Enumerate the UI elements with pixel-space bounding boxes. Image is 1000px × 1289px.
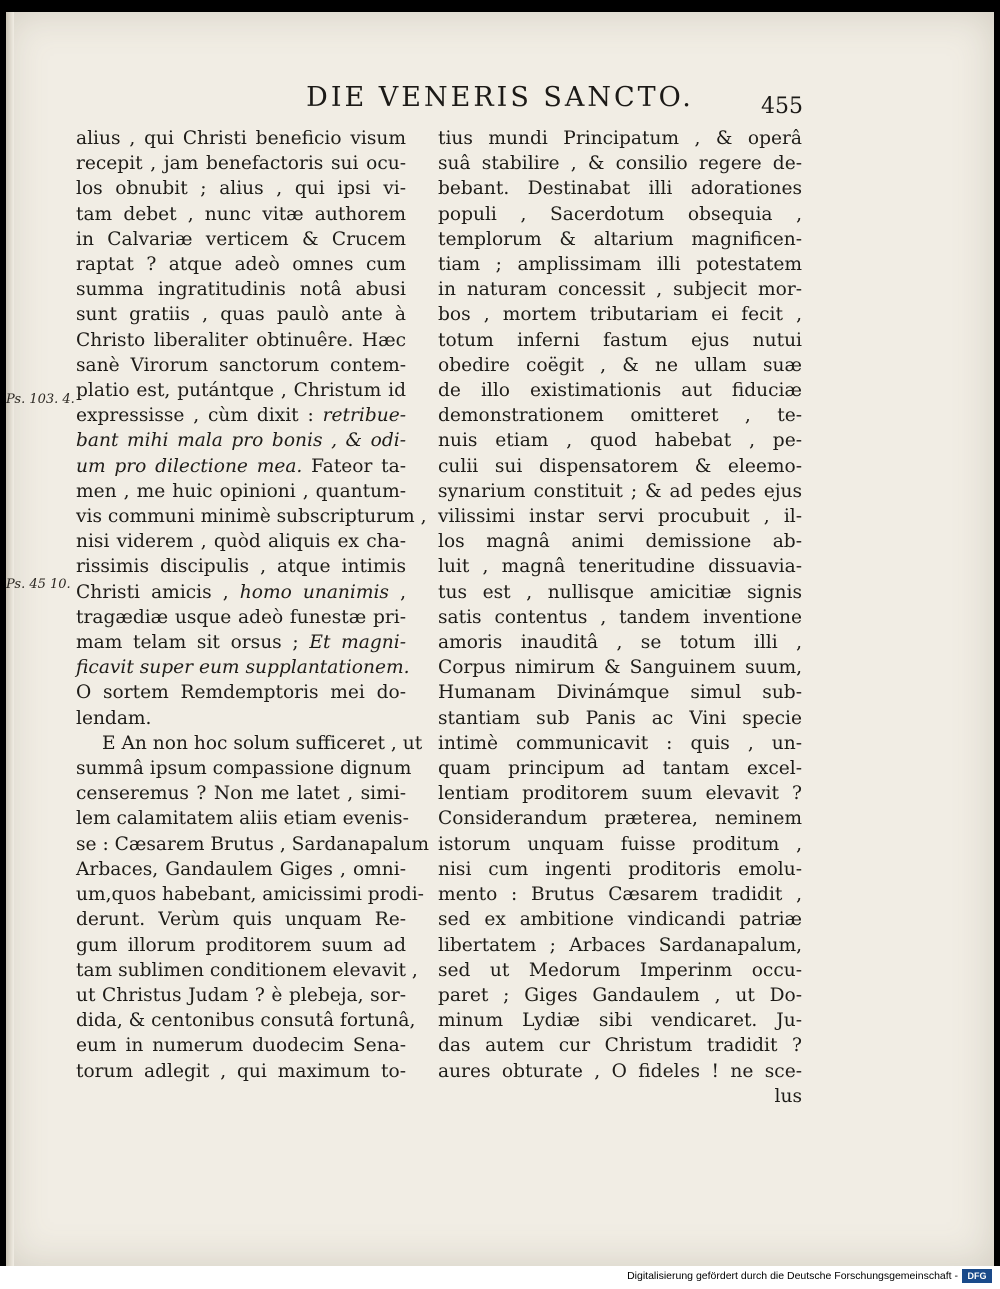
text-run: derunt. Verùm quis unquam Re- xyxy=(76,909,406,931)
text-run: alius , qui Christi beneficio visum xyxy=(76,128,406,149)
page-gutter-shadow xyxy=(6,12,14,1266)
text-run: censeremus ? Non me latet , simi- xyxy=(76,783,406,805)
text-line xyxy=(438,227,802,252)
text-run: tam sublimen conditionem elevavit , xyxy=(76,959,418,981)
footer-credit: Digitalisierung gefördert durch die Deutsche Forschungsgemeinschaft - xyxy=(627,1270,958,1282)
text-run: summa ingratitudinis notâ abusi xyxy=(76,279,406,301)
text-run: demonstrationem omitteret , te- xyxy=(438,405,802,427)
text-line xyxy=(438,857,802,882)
text-run: nisi cum ingenti proditoris emolu- xyxy=(438,858,802,880)
text-run: lus xyxy=(774,1085,802,1107)
text-run: summâ ipsum compassione dignum xyxy=(76,758,412,780)
text-run: Christo liberaliter obtinuêre. Hæc xyxy=(76,329,406,351)
text-line xyxy=(76,630,406,655)
text-line xyxy=(76,277,406,302)
text-line xyxy=(438,580,802,605)
italic-quote: um pro dilectione mea. xyxy=(76,455,303,477)
text-line xyxy=(438,756,802,781)
text-line xyxy=(76,605,406,630)
margin-note: Ps. 45 10. xyxy=(6,577,71,592)
text-run: Christi amicis , xyxy=(76,581,240,603)
text-run: intimè communicavit : quis , un- xyxy=(438,732,802,754)
text-line xyxy=(438,655,802,680)
italic-quote: bant mihi mala pro bonis , & odi- xyxy=(76,430,406,452)
text-run: amoris inauditâ , se totum illi , xyxy=(438,632,802,654)
running-head: DIE VENERIS SANCTO. xyxy=(306,82,694,113)
text-run: rissimis discipulis , atque intimis xyxy=(76,556,406,578)
text-line xyxy=(76,680,406,705)
text-run: minum Lydiæ sibi vendicaret. Ju- xyxy=(438,1010,802,1032)
text-line xyxy=(438,1084,802,1109)
text-line xyxy=(76,983,406,1008)
text-line xyxy=(438,454,802,479)
text-run: quam principum ad tantam excel- xyxy=(438,758,802,780)
text-line xyxy=(438,630,802,655)
text-line xyxy=(438,907,802,932)
text-line xyxy=(438,328,802,353)
text-run: dida, & centonibus consutâ fortunâ, xyxy=(76,1010,416,1032)
margin-note: Ps. 103. 4. xyxy=(6,392,75,407)
text-line xyxy=(76,454,406,479)
text-line xyxy=(76,1059,406,1084)
text-run: los magnâ animi demissione ab- xyxy=(438,531,802,553)
text-run: tam debet , nunc vitæ authorem xyxy=(76,203,406,225)
text-run: nisi viderem , quòd aliquis ex cha- xyxy=(76,531,406,553)
italic-quote: ficavit super eum supplantationem. xyxy=(76,657,410,679)
text-line xyxy=(76,529,406,554)
text-run: sunt gratiis , quas paulò ante à xyxy=(76,304,406,326)
text-line xyxy=(76,857,406,882)
text-run: expressisse , cùm dixit : xyxy=(76,405,323,427)
italic-quote: Et magni- xyxy=(309,632,406,654)
text-line xyxy=(438,806,802,831)
text-line xyxy=(438,403,802,428)
text-line xyxy=(438,983,802,1008)
text-run: recepit , jam benefactoris sui ocu- xyxy=(76,153,406,175)
dfg-logo-icon: DFG xyxy=(962,1269,992,1283)
text-line xyxy=(76,328,406,353)
text-run: O sortem Remdemptoris mei do- xyxy=(76,682,406,704)
text-line xyxy=(438,151,802,176)
text-line xyxy=(76,252,406,277)
text-line xyxy=(76,378,406,403)
text-run: lem calamitatem aliis etiam evenis- xyxy=(76,808,409,830)
text-run: tius mundi Principatum , & operâ xyxy=(438,128,802,149)
text-line xyxy=(438,1008,802,1033)
text-line xyxy=(76,806,409,831)
text-line xyxy=(438,680,802,705)
book-page xyxy=(6,12,994,1266)
text-line xyxy=(438,706,802,731)
text-run: gum illorum proditorem suum ad xyxy=(76,934,406,956)
text-run: libertatem ; Arbaces Sardanapalum, xyxy=(438,934,802,956)
text-run: suâ stabilire , & consilio regere de- xyxy=(438,153,802,175)
right-text-column xyxy=(438,126,802,1109)
text-line xyxy=(76,731,423,756)
text-line xyxy=(438,277,802,302)
italic-quote: homo unanimis xyxy=(239,581,389,603)
text-line xyxy=(438,378,802,403)
text-run: tiam ; amplissimam illi potestatem xyxy=(438,254,802,276)
text-run: eum in numerum duodecim Sena- xyxy=(76,1035,406,1057)
text-run: synarium constituit ; & ad pedes ejus xyxy=(438,480,802,502)
text-line xyxy=(438,933,802,958)
text-line xyxy=(76,151,406,176)
text-line xyxy=(438,1033,802,1058)
text-line xyxy=(76,428,406,453)
text-run: satis contentus , tandem inventione xyxy=(438,606,802,628)
text-run: Considerandum præterea, neminem xyxy=(438,808,802,830)
text-run: in Calvariæ verticem & Crucem xyxy=(76,228,406,250)
text-run: Arbaces, Gandaulem Giges , omni- xyxy=(76,858,406,880)
text-line xyxy=(438,731,802,756)
text-line xyxy=(76,554,406,579)
text-line xyxy=(76,832,429,857)
text-run: Corpus nimirum & Sanguinem suum, xyxy=(438,657,802,679)
text-line xyxy=(76,655,410,680)
text-line xyxy=(76,479,406,504)
footer-bar xyxy=(0,1266,1000,1289)
text-line xyxy=(438,882,802,907)
text-run: sed ex ambitione vindicandi patriæ xyxy=(438,909,802,931)
text-run: , xyxy=(388,581,406,603)
text-line xyxy=(438,252,802,277)
text-run: templorum & altarium magnificen- xyxy=(438,228,802,250)
text-run: Humanam Divinámque simul sub- xyxy=(438,682,802,704)
text-line xyxy=(438,176,802,201)
text-run: tragædiæ usque adeò funestæ pri- xyxy=(76,606,406,628)
text-run: istorum unquam fuisse proditum , xyxy=(438,833,802,855)
text-line xyxy=(76,958,418,983)
text-run: populi , Sacerdotum obsequia , xyxy=(438,203,802,225)
text-line xyxy=(438,126,802,151)
text-run: paret ; Giges Gandaulem , ut Do- xyxy=(438,984,802,1006)
text-line xyxy=(76,403,406,428)
text-line xyxy=(76,227,406,252)
text-run: luit , magnâ teneritudine dissuavia- xyxy=(438,556,802,578)
text-run: mento : Brutus Cæsarem tradidit , xyxy=(438,884,802,906)
text-line xyxy=(438,832,802,857)
text-line xyxy=(438,958,802,983)
text-run: E An non hoc solum sufficeret , ut xyxy=(102,732,423,754)
text-line xyxy=(76,176,406,201)
text-run: lendam. xyxy=(76,707,152,729)
text-run: Fateor ta- xyxy=(302,455,406,477)
text-run: bebant. Destinabat illi adorationes xyxy=(438,178,802,200)
text-line xyxy=(438,781,802,806)
text-run: vis communi minimè subscripturum , xyxy=(76,506,427,528)
text-run: se : Cæsarem Brutus , Sardanapalum xyxy=(76,833,429,855)
text-run: raptat ? atque adeò omnes cum xyxy=(76,254,406,276)
text-line xyxy=(438,1059,802,1084)
text-run: los obnubit ; alius , qui ipsi vi- xyxy=(76,178,406,200)
text-line xyxy=(438,202,802,227)
text-line xyxy=(438,302,802,327)
text-line xyxy=(438,554,802,579)
text-line xyxy=(76,1033,406,1058)
italic-quote: retribue- xyxy=(322,405,406,427)
text-line xyxy=(76,1008,416,1033)
text-line xyxy=(76,781,406,806)
text-line xyxy=(438,479,802,504)
text-run: sanè Virorum sanctorum contem- xyxy=(76,354,406,376)
text-run: aures obturate , O fideles ! ne sce- xyxy=(438,1060,802,1082)
left-text-column xyxy=(76,126,429,1084)
text-run: stantiam sub Panis ac Vini specie xyxy=(438,707,802,729)
text-run: vilissimi instar servi procubuit , il- xyxy=(438,506,802,528)
text-line xyxy=(76,580,406,605)
text-line xyxy=(76,126,406,151)
page-number: 455 xyxy=(761,94,803,119)
text-line xyxy=(76,353,406,378)
text-line xyxy=(438,504,802,529)
text-line xyxy=(76,907,406,932)
text-run: lentiam proditorem suum elevavit ? xyxy=(438,783,802,805)
text-run: totum inferni fastum ejus nutui xyxy=(438,329,802,351)
text-run: sed ut Medorum Imperinm occu- xyxy=(438,959,802,981)
text-run: torum adlegit , qui maximum to- xyxy=(76,1060,406,1082)
text-run: obedire coëgit , & ne ullam suæ xyxy=(438,354,802,376)
text-run: de illo existimationis aut fiduciæ xyxy=(438,380,802,402)
text-line xyxy=(76,302,406,327)
text-run: um,quos habebant, amicissimi prodi- xyxy=(76,884,424,906)
text-run: ut Christus Judam ? è plebeja, sor- xyxy=(76,984,406,1006)
text-run: men , me huic opinioni , quantum- xyxy=(76,480,406,502)
text-run: nuis etiam , quod habebat , pe- xyxy=(438,430,802,452)
text-line xyxy=(76,706,406,731)
text-run: bos , mortem tributariam ei fecit , xyxy=(438,304,802,326)
text-line xyxy=(76,882,424,907)
text-line xyxy=(438,605,802,630)
text-line xyxy=(76,202,406,227)
text-run: mam telam sit orsus ; xyxy=(76,632,310,654)
text-line xyxy=(438,353,802,378)
text-run: in naturam concessit , subjecit mor- xyxy=(438,279,802,301)
text-line xyxy=(438,529,802,554)
text-run: das autem cur Christum tradidit ? xyxy=(438,1035,802,1057)
text-run: platio est, putántque , Christum id xyxy=(76,380,406,402)
text-line xyxy=(76,756,412,781)
text-line xyxy=(438,428,802,453)
text-run: culii sui dispensatorem & eleemo- xyxy=(438,455,802,477)
text-line xyxy=(76,933,406,958)
text-run: tus est , nullisque amicitiæ signis xyxy=(438,581,802,603)
text-line xyxy=(76,504,427,529)
